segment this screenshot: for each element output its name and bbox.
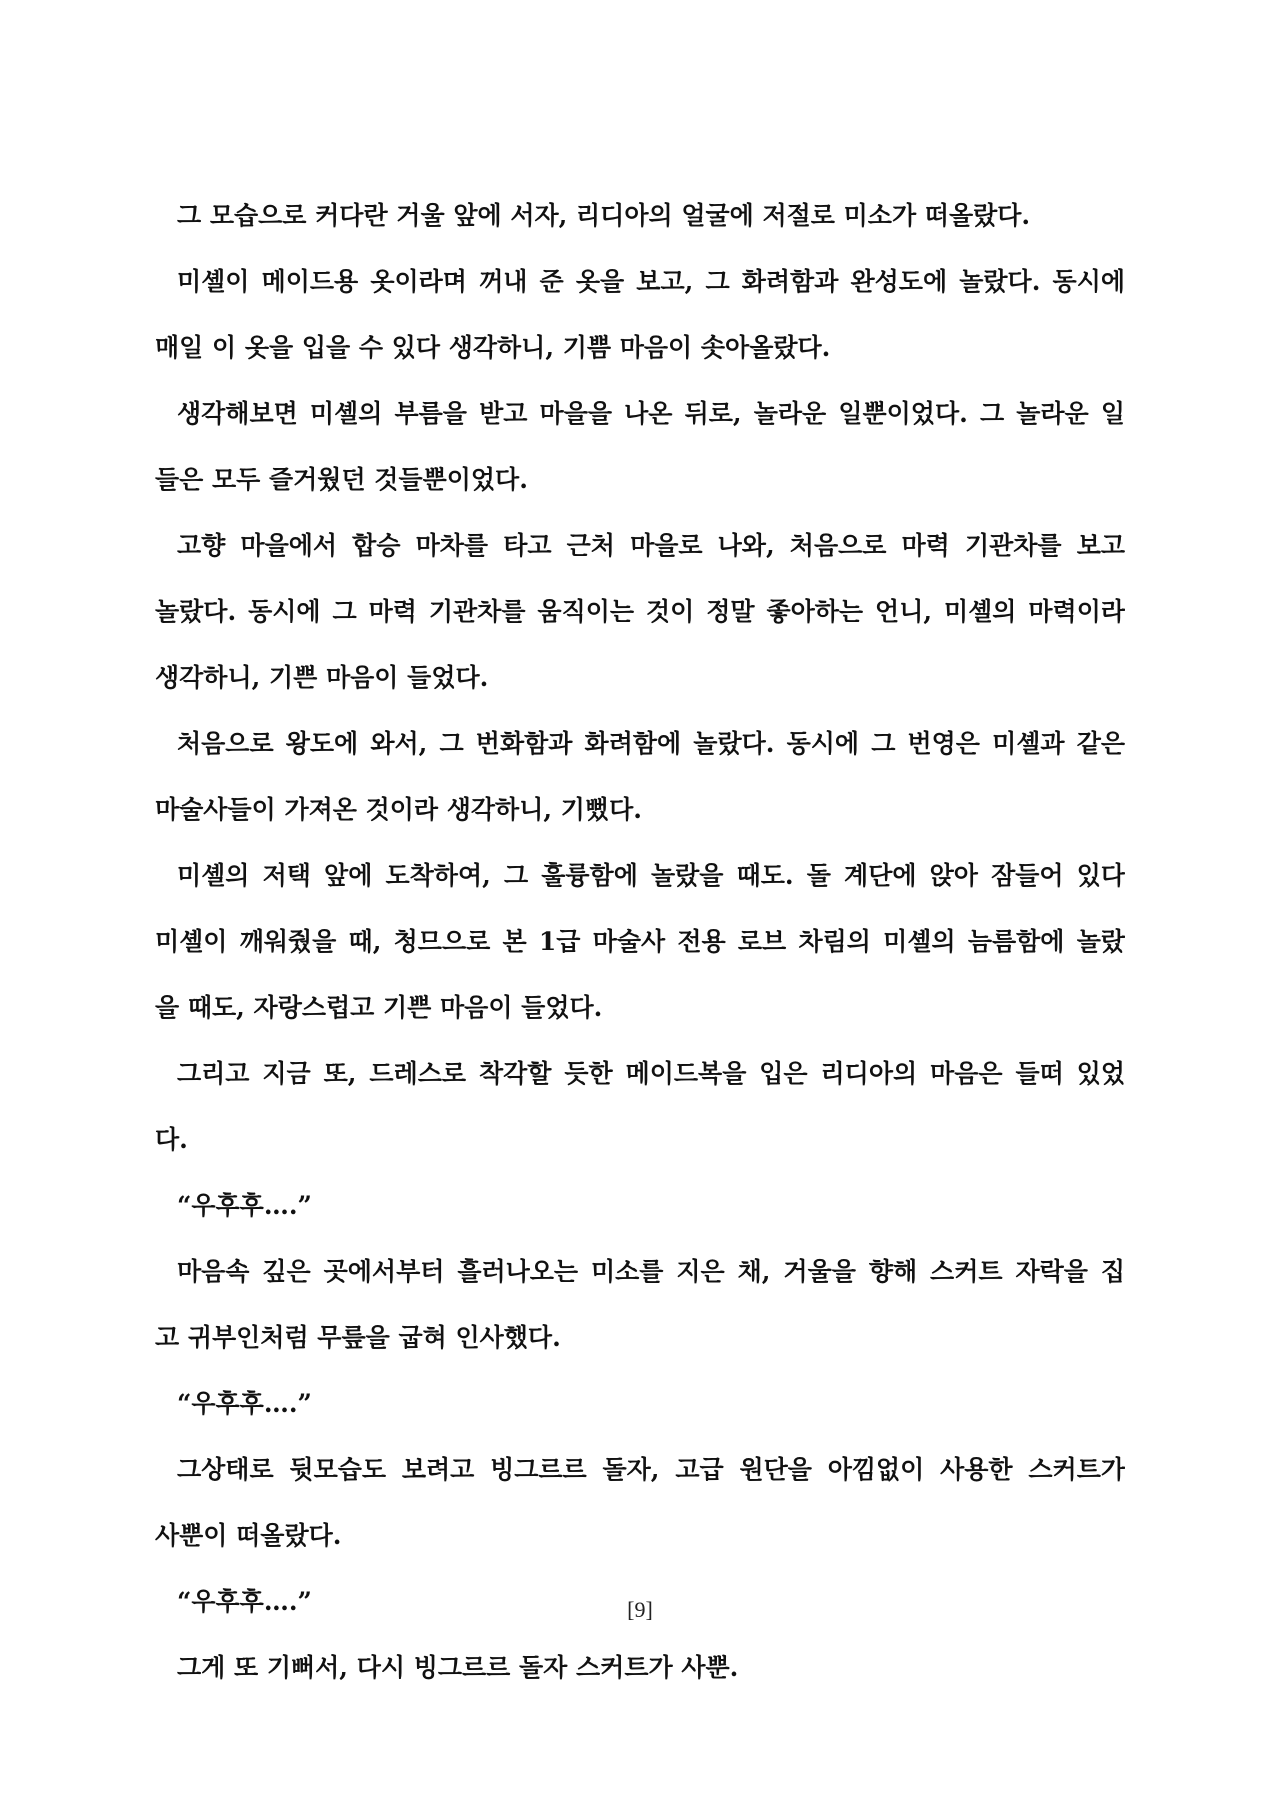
paragraph-line: 그리고 지금 또, 드레스로 착각할 듯한 메이드복을 입은 리디아의 마음은 들떠 있었 [177,1059,1125,1088]
dialogue-line: “우후후….” [177,1389,312,1418]
paragraph-line: 미셸이 깨워줬을 때, 청므으로 본 1급 마술사 전용 로브 차림의 미셸의 늠름함에 놀랐 [155,927,1125,956]
paragraph-line: 미셸의 저택 앞에 도착하여, 그 훌륭함에 놀랐을 때도. 돌 계단에 앉아 잠들어 있다 [177,861,1125,890]
paragraph-line: 생각해보면 미셸의 부름을 받고 마을을 나온 뒤로, 놀라운 일뿐이었다. 그 놀라운 일 [177,399,1125,428]
paragraph-line: 미셸이 메이드용 옷이라며 꺼내 준 옷을 보고, 그 화려함과 완성도에 놀랐다. 동시에 [177,267,1125,296]
paragraph-line: 매일 이 옷을 입을 수 있다 생각하니, 기쁨 마음이 솟아올랐다. [155,333,831,362]
paragraph-line: 그게 또 기뻐서, 다시 빙그르르 돌자 스커트가 사뿐. [177,1653,739,1682]
paragraph-line: 사뿐이 떠올랐다. [155,1521,342,1550]
paragraph-line: 놀랐다. 동시에 그 마력 기관차를 움직이는 것이 정말 좋아하는 언니, 미셸의 마력이라 [155,597,1125,626]
paragraph-line: 처음으로 왕도에 와서, 그 번화함과 화려함에 놀랐다. 동시에 그 번영은 미셸과 같은 [177,729,1125,758]
body-text [155,183,1125,1701]
page-number: [9] [627,1597,653,1622]
paragraph-line: 그상태로 뒷모습도 보려고 빙그르르 돌자, 고급 원단을 아낌없이 사용한 스커트가 [177,1455,1125,1484]
paragraph-line: 그 모습으로 커다란 거울 앞에 서자, 리디아의 얼굴에 저절로 미소가 떠올랐다. [177,201,1031,230]
paragraph-line: 들은 모두 즐거웠던 것들뿐이었다. [155,465,528,494]
paragraph-line: 다. [155,1125,188,1154]
paragraph-line: 생각하니, 기쁜 마음이 들었다. [155,663,489,692]
dialogue-line: “우후후….” [177,1191,312,1220]
paragraph-line: 을 때도, 자랑스럽고 기쁜 마음이 들었다. [155,993,603,1022]
paragraph-line: 고 귀부인처럼 무릎을 굽혀 인사했다. [155,1323,561,1352]
paragraph-line: 고향 마을에서 합승 마차를 타고 근처 마을로 나와, 처음으로 마력 기관차를 보고 [177,531,1125,560]
paragraph-line: 마술사들이 가져온 것이라 생각하니, 기뻤다. [155,795,642,824]
dialogue-line: “우후후….” [177,1587,312,1616]
paragraph-line: 마음속 깊은 곳에서부터 흘러나오는 미소를 지은 채, 거울을 향해 스커트 자락을 집 [177,1257,1125,1286]
